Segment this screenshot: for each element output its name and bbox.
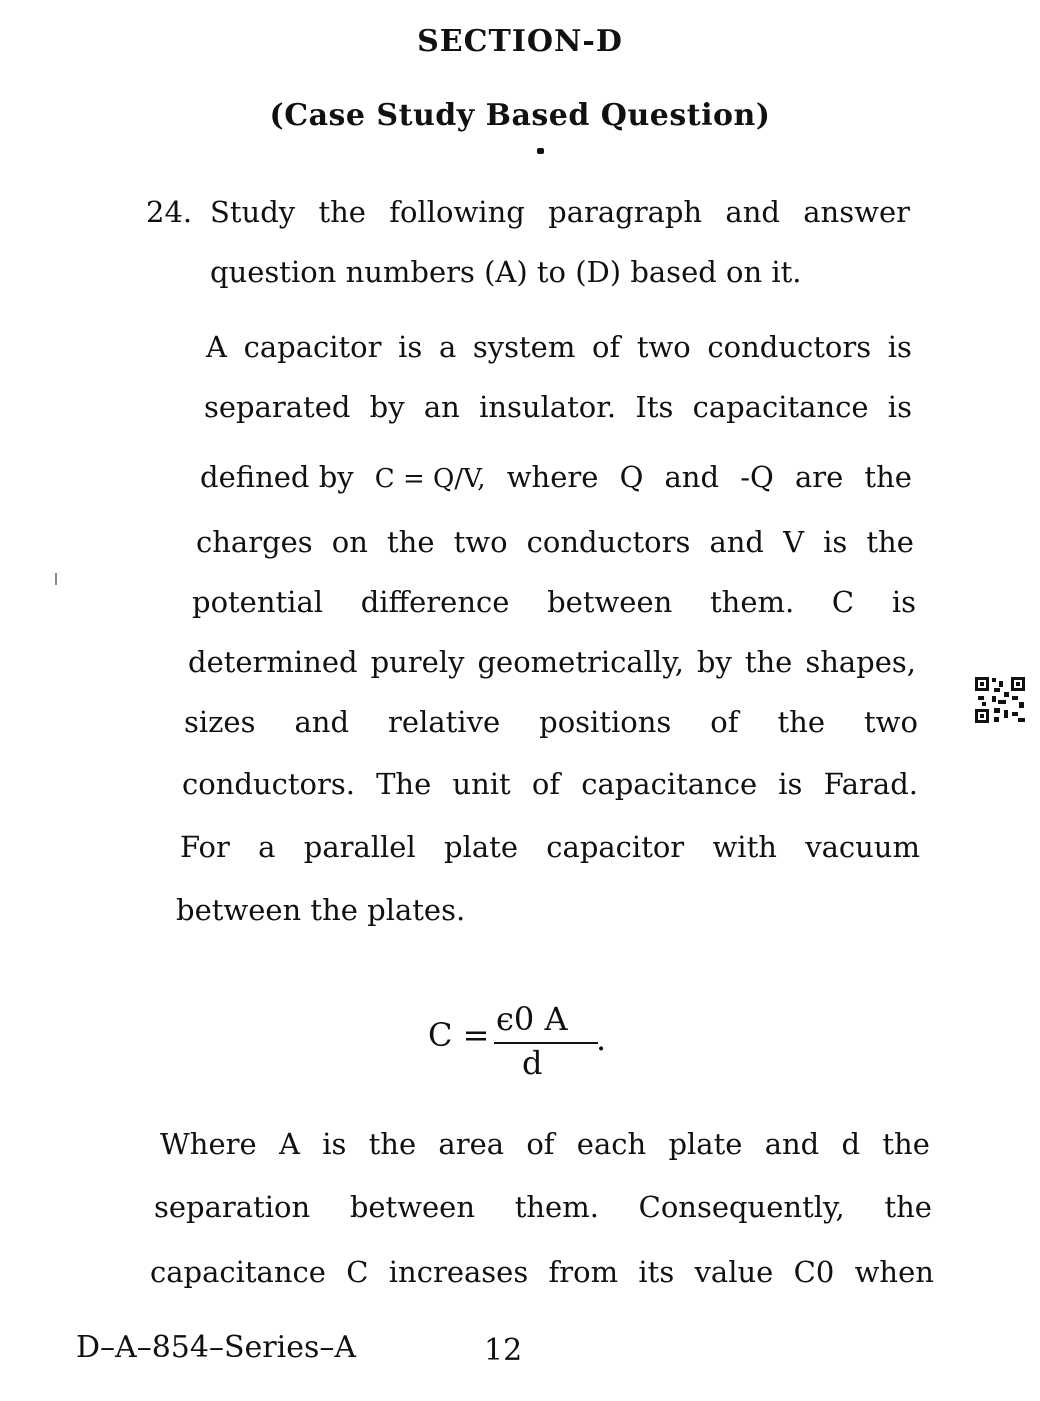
- word: Consequently,: [638, 1190, 845, 1224]
- text: question numbers (A) to (D) based on it.: [210, 255, 802, 289]
- word: an: [423, 390, 460, 424]
- para-line-4: [196, 525, 914, 559]
- word: system: [472, 330, 576, 364]
- word: A: [206, 330, 227, 364]
- word: between: [547, 585, 673, 619]
- word: parallel: [303, 830, 416, 864]
- word: is: [778, 767, 803, 801]
- word: increases: [388, 1255, 529, 1289]
- word: of: [710, 705, 739, 739]
- word: capacitance: [692, 390, 869, 424]
- word: the: [864, 460, 912, 494]
- word: with: [712, 830, 777, 864]
- word: them.: [514, 1190, 599, 1224]
- word: geometrically,: [477, 645, 684, 679]
- word: is: [398, 330, 423, 364]
- word: value: [694, 1255, 774, 1289]
- word: answer: [803, 195, 910, 229]
- word: Where: [160, 1127, 257, 1161]
- word: a: [258, 830, 276, 864]
- word: between: [349, 1190, 476, 1224]
- word: the: [777, 705, 826, 739]
- word: following: [389, 195, 525, 229]
- formula-lhs: C =: [428, 1016, 490, 1054]
- word: positions: [539, 705, 672, 739]
- word: conductors.: [182, 767, 355, 801]
- para-line-9: [180, 830, 920, 864]
- word: two: [864, 705, 918, 739]
- word: separation: [154, 1190, 311, 1224]
- word: conductors: [707, 330, 872, 364]
- intro-line-1: [210, 195, 910, 229]
- formula-period: .: [596, 1020, 607, 1058]
- fraction-bar: [494, 1042, 598, 1044]
- word: vacuum: [805, 830, 920, 864]
- word: potential: [192, 585, 324, 619]
- word: unit: [452, 767, 511, 801]
- word: its: [638, 1255, 675, 1289]
- section-heading: SECTION-D: [417, 24, 623, 59]
- word: a: [438, 330, 457, 364]
- margin-mark: [55, 573, 57, 585]
- word: by: [369, 390, 405, 424]
- word: the: [744, 645, 793, 679]
- word: are: [794, 460, 844, 494]
- capacitance-formula: [428, 1000, 607, 1090]
- word: sizes: [184, 705, 256, 739]
- para-line-7: [184, 705, 918, 739]
- para-line-8: [182, 767, 918, 801]
- formula-numerator: ϵ0 A: [496, 1000, 568, 1038]
- word: The: [376, 767, 432, 801]
- paper-code: D–A–854–Series–A: [76, 1330, 357, 1365]
- word: and: [709, 525, 764, 559]
- word: the: [318, 195, 366, 229]
- word: C0: [793, 1255, 835, 1289]
- word: insulator.: [479, 390, 617, 424]
- word: plate: [668, 1127, 743, 1161]
- para-line-5: [192, 585, 916, 619]
- word: capacitor: [243, 330, 382, 364]
- page-number: 12: [484, 1333, 523, 1368]
- text: between the plates.: [176, 893, 466, 927]
- formula-denominator: d: [522, 1044, 543, 1082]
- word: area: [438, 1127, 505, 1161]
- para-line-1: [206, 330, 912, 364]
- word: conductors: [526, 525, 691, 559]
- word: capacitor: [546, 830, 685, 864]
- word: from: [548, 1255, 619, 1289]
- word: the: [884, 1190, 932, 1224]
- word: is: [322, 1127, 347, 1161]
- word: C: [346, 1255, 369, 1289]
- word: -Q: [740, 460, 774, 494]
- ink-dot: [537, 148, 544, 154]
- word: C: [831, 585, 855, 619]
- word: is: [891, 585, 916, 619]
- word: them.: [710, 585, 795, 619]
- word: and: [294, 705, 350, 739]
- inline-formula: C = Q/V,: [374, 464, 486, 494]
- question-number: 24.: [146, 195, 193, 229]
- word: is: [887, 330, 912, 364]
- word: relative: [388, 705, 501, 739]
- word: where: [506, 460, 599, 494]
- word: and: [664, 460, 720, 494]
- case-study-heading: (Case Study Based Question): [269, 98, 771, 133]
- word: the: [387, 525, 435, 559]
- after-line-1: [160, 1127, 930, 1161]
- word: V: [783, 525, 805, 559]
- after-line-3: [150, 1255, 934, 1289]
- word: shapes,: [805, 645, 916, 679]
- text: defined by: [200, 460, 354, 494]
- word: paragraph: [548, 195, 703, 229]
- word: capacitance: [150, 1255, 326, 1289]
- word: separated: [204, 390, 351, 424]
- word: plate: [444, 830, 518, 864]
- para-line-10: [176, 893, 477, 927]
- word: Farad.: [823, 767, 918, 801]
- word: capacitance: [581, 767, 758, 801]
- word: difference: [360, 585, 510, 619]
- word: by: [696, 645, 732, 679]
- word: the: [368, 1127, 417, 1161]
- word: two: [453, 525, 508, 559]
- word: the: [882, 1127, 930, 1161]
- word: For: [180, 830, 230, 864]
- word: A: [278, 1127, 300, 1161]
- word: each: [576, 1127, 647, 1161]
- para-line-6: [188, 645, 916, 679]
- word: two: [636, 330, 691, 364]
- qr-code-icon: [974, 676, 1026, 724]
- word: and: [764, 1127, 820, 1161]
- word: is: [887, 390, 912, 424]
- word: charges: [196, 525, 313, 559]
- word: Q: [619, 460, 644, 494]
- intro-line-2: [210, 255, 814, 289]
- word: of: [591, 330, 621, 364]
- word: d: [841, 1127, 861, 1161]
- word: the: [866, 525, 914, 559]
- word: Its: [635, 390, 674, 424]
- para-line-3: [200, 460, 912, 494]
- word: is: [823, 525, 848, 559]
- after-line-2: [154, 1190, 932, 1224]
- word: Study: [210, 195, 296, 229]
- word: when: [854, 1255, 934, 1289]
- word: determined: [188, 645, 358, 679]
- word: on: [331, 525, 368, 559]
- word: of: [526, 1127, 555, 1161]
- para-line-2: [204, 390, 912, 424]
- word: of: [531, 767, 561, 801]
- word: purely: [370, 645, 465, 679]
- word: and: [725, 195, 780, 229]
